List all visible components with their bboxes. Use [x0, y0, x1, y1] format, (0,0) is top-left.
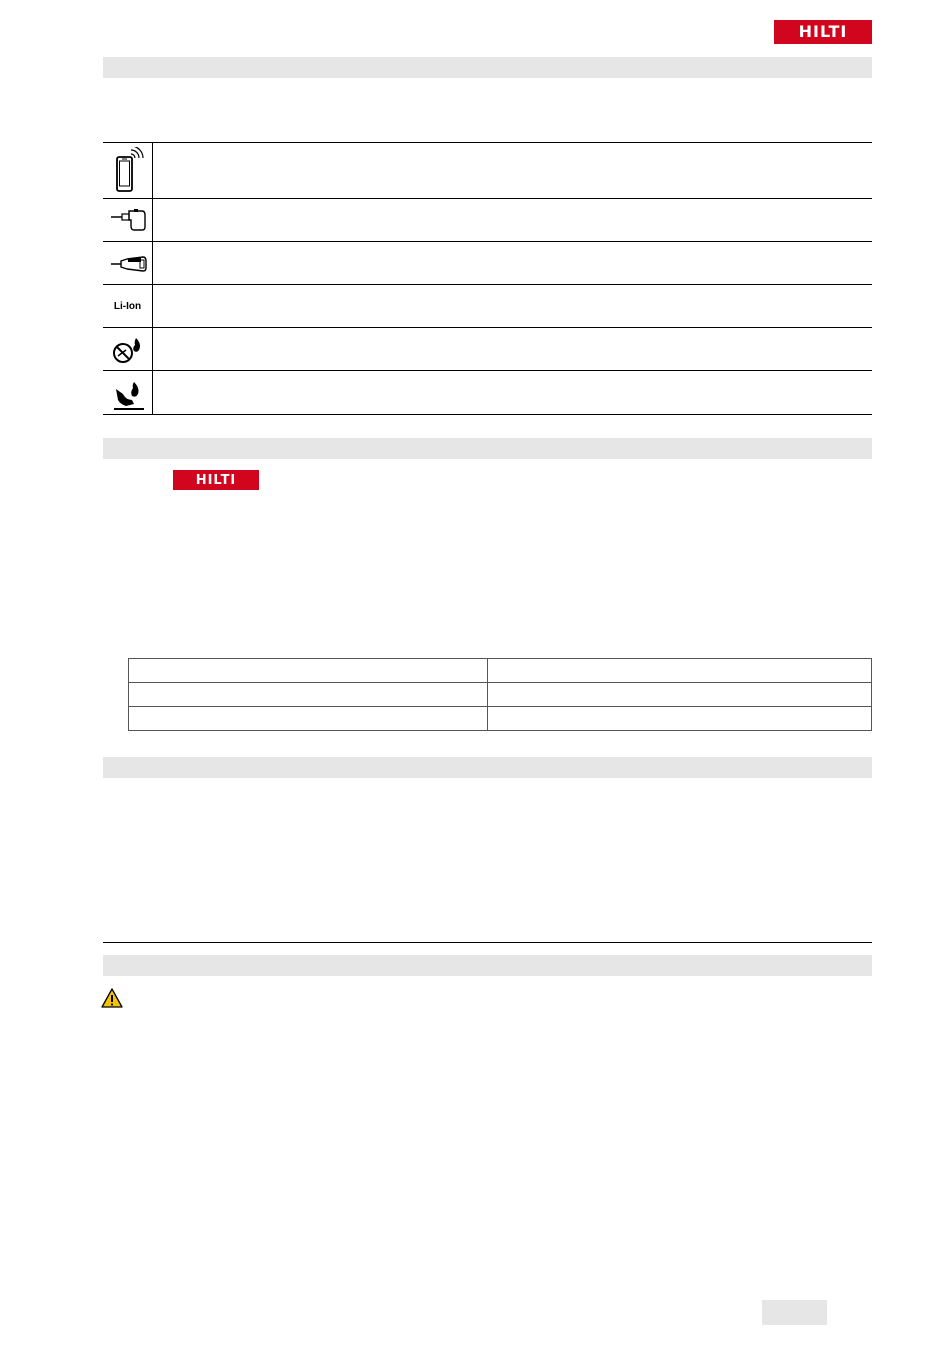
battery-pack-icon: [103, 242, 153, 284]
symbol-description: [153, 242, 872, 284]
horizontal-rule: [103, 942, 872, 943]
table-cell: [129, 683, 488, 707]
symbol-row: [103, 199, 872, 242]
li-ion-text: Li-Ion: [113, 300, 142, 312]
warning-triangle-icon: [101, 987, 123, 1009]
section-header-bar: [103, 57, 872, 78]
symbol-row: [103, 371, 872, 414]
hilti-logo-inline: [173, 470, 259, 490]
table-row: [129, 659, 872, 683]
page-number-box: [762, 1300, 827, 1325]
no-open-flame-icon: [103, 328, 153, 370]
symbol-description: [153, 371, 872, 414]
battery-charger-icon: [103, 199, 153, 241]
product-info-table: [128, 658, 872, 731]
hilti-logo-text: HILTI: [798, 22, 848, 41]
symbol-row: [103, 285, 872, 328]
symbol-description: [153, 199, 872, 241]
section-header-bar: [103, 757, 872, 778]
symbol-description: [153, 143, 872, 198]
hilti-logo-inline-text: HILTI: [195, 472, 237, 488]
smartphone-signal-icon: [103, 143, 153, 198]
table-cell: [129, 659, 488, 683]
table-row: [129, 707, 872, 731]
symbols-table: [103, 142, 872, 415]
symbol-row: [103, 143, 872, 199]
symbol-description: [153, 328, 872, 370]
symbol-description: [153, 285, 872, 327]
section-header-bar: [103, 955, 872, 976]
fire-hazard-hand-icon: [103, 371, 153, 414]
hilti-logo-header: [774, 20, 872, 44]
table-cell: [488, 707, 872, 731]
table-row: [129, 683, 872, 707]
section-header-bar: [103, 438, 872, 459]
table-cell: [488, 683, 872, 707]
symbol-row: [103, 328, 872, 371]
table-cell: [129, 707, 488, 731]
li-ion-label: [103, 285, 153, 327]
table-cell: [488, 659, 872, 683]
symbol-row: [103, 242, 872, 285]
